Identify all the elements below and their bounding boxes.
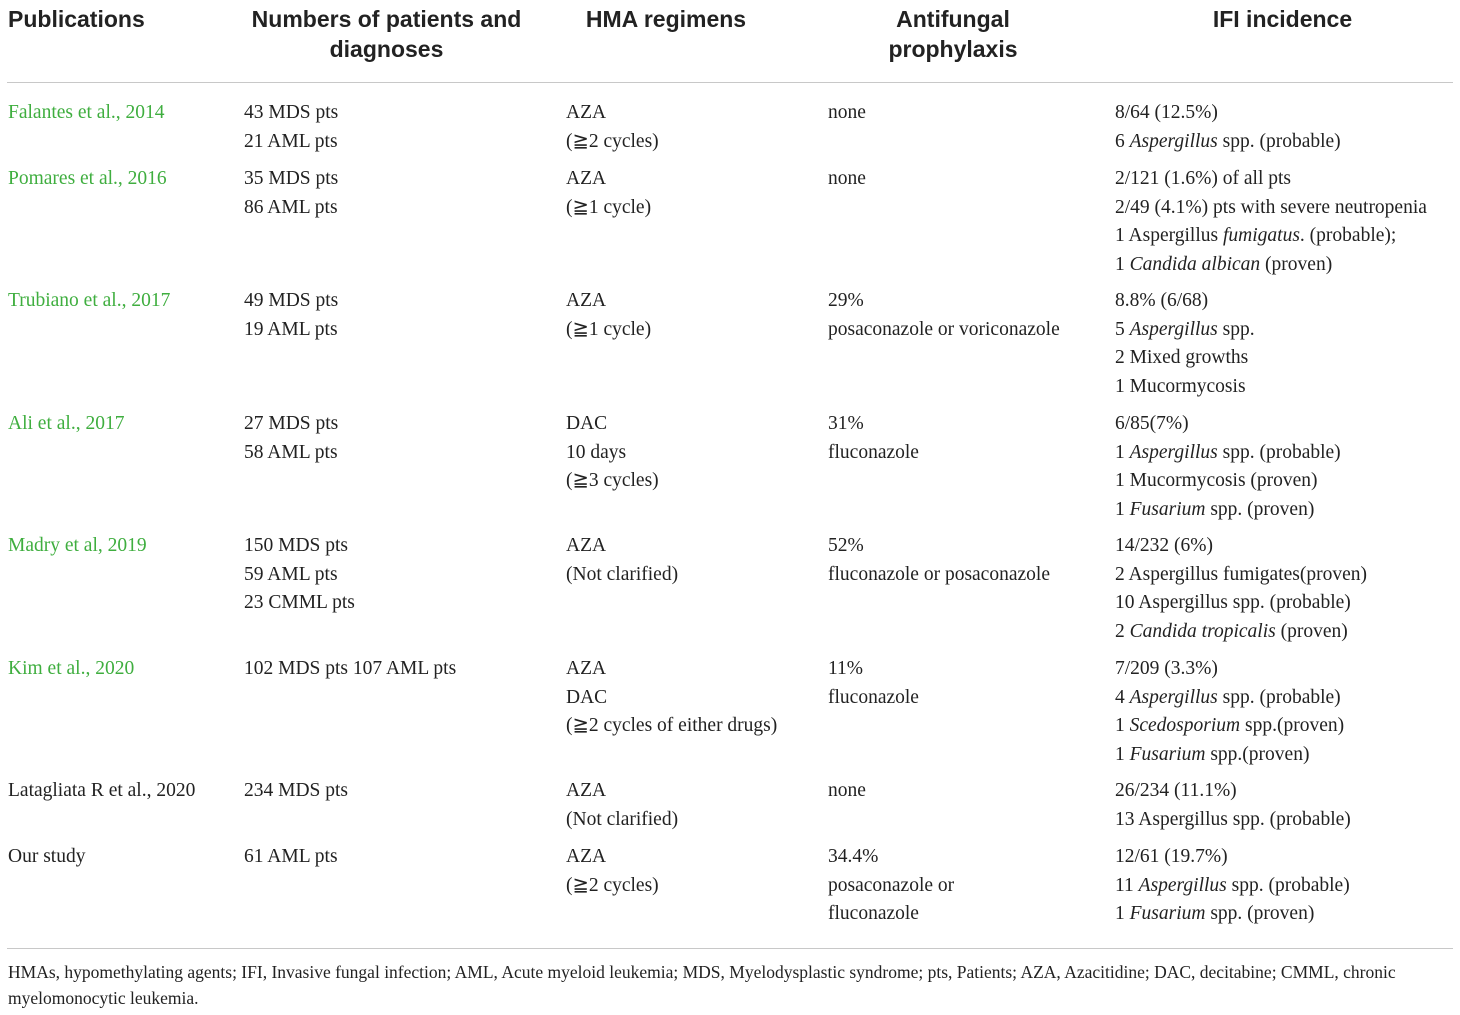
prophylaxis-cell xyxy=(828,843,954,929)
header-line: HMA regimens xyxy=(585,6,747,32)
prophylaxis-cell xyxy=(828,165,866,194)
cell-line: (≧3 cycles) xyxy=(566,470,659,492)
italic-taxon: Aspergillus xyxy=(1129,130,1218,152)
cell-line: posaconazole or voriconazole xyxy=(828,318,1060,340)
publication-label: Latagliata R et al., 2020 xyxy=(8,780,196,801)
cell-line: (Not clarified) xyxy=(566,563,679,585)
cell-line: AZA xyxy=(566,535,607,556)
cell-line: 14/232 (6%) xyxy=(1115,535,1214,556)
italic-taxon: Fusarium xyxy=(1129,498,1206,520)
publication-cell xyxy=(8,165,167,194)
publication-link[interactable]: Trubiano et al., 2017 xyxy=(8,290,171,311)
cell-line: 1 Candida albican (proven) xyxy=(1115,253,1333,275)
cell-line: 2 Mixed growths xyxy=(1115,347,1249,369)
publication-cell xyxy=(8,99,165,128)
publication-label: Our study xyxy=(8,846,86,867)
patients-cell xyxy=(244,99,338,156)
cell-line: (≧2 cycles) xyxy=(566,130,659,152)
cell-line: (Not clarified) xyxy=(566,808,679,830)
cell-line: 234 MDS pts xyxy=(244,780,349,801)
header-line: diagnoses xyxy=(329,36,444,62)
cell-line: 43 MDS pts xyxy=(244,102,339,123)
cell-line: (≧2 cycles) xyxy=(566,874,659,896)
prophylaxis-cell xyxy=(828,655,919,712)
regimen-cell xyxy=(566,287,651,344)
ifi-incidence-cell xyxy=(1115,410,1341,524)
cell-line: fluconazole or posaconazole xyxy=(828,563,1050,585)
publication-cell xyxy=(8,532,147,561)
publication-link[interactable]: Kim et al., 2020 xyxy=(8,658,135,679)
cell-line: 52% xyxy=(828,535,864,556)
cell-line: AZA xyxy=(566,658,607,679)
ifi-incidence-cell xyxy=(1115,777,1351,834)
prophylaxis-cell xyxy=(828,777,866,806)
cell-line: 6/85(7%) xyxy=(1115,413,1189,434)
cell-line: (≧2 cycles of either drugs) xyxy=(566,715,778,737)
cell-line: 29% xyxy=(828,290,864,311)
cell-line: 31% xyxy=(828,413,864,434)
publication-link[interactable]: Madry et al, 2019 xyxy=(8,535,147,556)
header-prophylaxis xyxy=(828,4,1078,64)
prophylaxis-cell xyxy=(828,287,1060,344)
cell-line: 1 Aspergillus fumigatus. (probable); xyxy=(1115,225,1397,247)
cell-line: 1 Mucormycosis (proven) xyxy=(1115,470,1318,492)
prophylaxis-cell xyxy=(828,410,919,467)
cell-line: 8.8% (6/68) xyxy=(1115,290,1209,311)
cell-line: AZA xyxy=(566,102,607,123)
publication-link[interactable]: Falantes et al., 2014 xyxy=(8,102,165,123)
cell-line: 2/49 (4.1%) pts with severe neutropenia xyxy=(1115,196,1427,218)
cell-line: 10 Aspergillus spp. (probable) xyxy=(1115,592,1351,614)
cell-line: (≧1 cycle) xyxy=(566,318,652,340)
prophylaxis-cell xyxy=(828,532,1050,589)
regimen-cell xyxy=(566,99,659,156)
cell-line: 12/61 (19.7%) xyxy=(1115,846,1228,867)
header-line: Publications xyxy=(8,6,145,32)
header-line: Numbers of patients and xyxy=(251,6,522,32)
header-line: Antifungal xyxy=(896,6,1010,32)
cell-line: fluconazole xyxy=(828,441,919,463)
cell-line: 58 AML pts xyxy=(244,441,338,463)
cell-line: 11% xyxy=(828,658,864,679)
cell-line: 1 Fusarium spp. (proven) xyxy=(1115,903,1315,925)
cell-line: 4 Aspergillus spp. (probable) xyxy=(1115,686,1341,708)
header-patients xyxy=(244,4,529,64)
cell-line: 23 CMML pts xyxy=(244,592,355,614)
cell-line: AZA xyxy=(566,846,607,867)
ifi-incidence-cell xyxy=(1115,99,1341,156)
regimen-cell xyxy=(566,655,777,741)
cell-line: fluconazole xyxy=(828,903,919,925)
publication-cell xyxy=(8,777,195,806)
header-ifi-incidence xyxy=(1115,4,1450,34)
cell-line: 2/121 (1.6%) of all pts xyxy=(1115,168,1292,189)
header-rule xyxy=(7,82,1453,83)
publication-cell xyxy=(8,843,85,872)
cell-line: 1 Aspergillus spp. (probable) xyxy=(1115,441,1341,463)
header-line: prophylaxis xyxy=(888,36,1018,62)
italic-taxon: Candida albican xyxy=(1129,253,1261,275)
patients-cell xyxy=(244,165,338,222)
publication-cell xyxy=(8,410,124,439)
cell-line: DAC xyxy=(566,413,608,434)
prophylaxis-cell xyxy=(828,99,866,128)
footer-rule xyxy=(7,948,1453,949)
cell-line: 34.4% xyxy=(828,846,879,867)
cell-line: 1 Fusarium spp.(proven) xyxy=(1115,743,1310,765)
cell-line: 2 Candida tropicalis (proven) xyxy=(1115,620,1348,642)
patients-cell xyxy=(244,655,456,684)
cell-line: 1 Scedosporium spp.(proven) xyxy=(1115,715,1345,737)
cell-line: (≧1 cycle) xyxy=(566,196,652,218)
italic-taxon: fumigatus xyxy=(1222,225,1300,247)
ifi-incidence-cell xyxy=(1115,287,1255,401)
cell-line: AZA xyxy=(566,780,607,801)
patients-cell xyxy=(244,777,348,806)
patients-cell xyxy=(244,410,338,467)
cell-line: AZA xyxy=(566,168,607,189)
cell-line: 59 AML pts xyxy=(244,563,338,585)
patients-cell xyxy=(244,532,355,618)
italic-taxon: Scedosporium xyxy=(1129,715,1241,737)
regimen-cell xyxy=(566,777,678,834)
cell-line: AZA xyxy=(566,290,607,311)
cell-line: 26/234 (11.1%) xyxy=(1115,780,1237,801)
cell-line: 13 Aspergillus spp. (probable) xyxy=(1115,808,1351,830)
publication-cell xyxy=(8,287,170,316)
cell-line: 49 MDS pts xyxy=(244,290,339,311)
cell-line: 86 AML pts xyxy=(244,196,338,218)
publication-link[interactable]: Ali et al., 2017 xyxy=(8,413,125,434)
regimen-cell xyxy=(566,410,659,496)
patients-cell xyxy=(244,843,338,872)
cell-line: 19 AML pts xyxy=(244,318,338,340)
cell-line: 27 MDS pts xyxy=(244,413,339,434)
patients-cell xyxy=(244,287,338,344)
ifi-incidence-cell xyxy=(1115,532,1367,646)
italic-taxon: Aspergillus xyxy=(1129,318,1218,340)
cell-line: 8/64 (12.5%) xyxy=(1115,102,1218,123)
cell-line: DAC xyxy=(566,686,608,708)
italic-taxon: Candida tropicalis xyxy=(1129,620,1276,642)
regimen-cell xyxy=(566,532,678,589)
header-hma-regimens xyxy=(566,4,766,34)
italic-taxon: Fusarium xyxy=(1129,743,1206,765)
cell-line: 10 days xyxy=(566,441,627,463)
regimen-cell xyxy=(566,843,659,900)
italic-taxon: Fusarium xyxy=(1129,903,1206,925)
ifi-incidence-cell xyxy=(1115,655,1344,769)
ifi-incidence-cell xyxy=(1115,165,1427,279)
cell-line: 1 Fusarium spp. (proven) xyxy=(1115,498,1315,520)
italic-taxon: Aspergillus xyxy=(1138,874,1227,896)
table-footnote: HMAs, hypomethylating agents; IFI, Invasive fungal infection; AML, Acute myeloid leukemia; MDS, Myelodysplastic syndrome; pts, Patients; AZA, Azacitidine; DAC, decitabine; CMML, chronic myelomonocytic leukemia. xyxy=(8,962,1396,1008)
header-line: IFI incidence xyxy=(1212,6,1353,32)
cell-line: none xyxy=(828,168,866,189)
cell-line: 7/209 (3.3%) xyxy=(1115,658,1218,679)
cell-line: 6 Aspergillus spp. (probable) xyxy=(1115,130,1341,152)
ifi-incidence-cell xyxy=(1115,843,1350,929)
cell-line: 11 Aspergillus spp. (probable) xyxy=(1115,874,1350,896)
cell-line: 102 MDS pts 107 AML pts xyxy=(244,658,457,679)
regimen-cell xyxy=(566,165,651,222)
publication-link[interactable]: Pomares et al., 2016 xyxy=(8,168,167,189)
cell-line: 1 Mucormycosis xyxy=(1115,375,1246,397)
header-publications xyxy=(8,4,145,34)
cell-line: 21 AML pts xyxy=(244,130,338,152)
cell-line: 61 AML pts xyxy=(244,846,338,867)
publication-cell xyxy=(8,655,134,684)
cell-line: none xyxy=(828,780,866,801)
cell-line: 2 Aspergillus fumigates(proven) xyxy=(1115,563,1368,585)
cell-line: posaconazole or xyxy=(828,874,955,896)
cell-line: none xyxy=(828,102,866,123)
cell-line: 150 MDS pts xyxy=(244,535,349,556)
cell-line: fluconazole xyxy=(828,686,919,708)
italic-taxon: Aspergillus xyxy=(1129,686,1218,708)
cell-line: 35 MDS pts xyxy=(244,168,339,189)
italic-taxon: Aspergillus xyxy=(1129,441,1218,463)
cell-line: 5 Aspergillus spp. xyxy=(1115,318,1255,340)
